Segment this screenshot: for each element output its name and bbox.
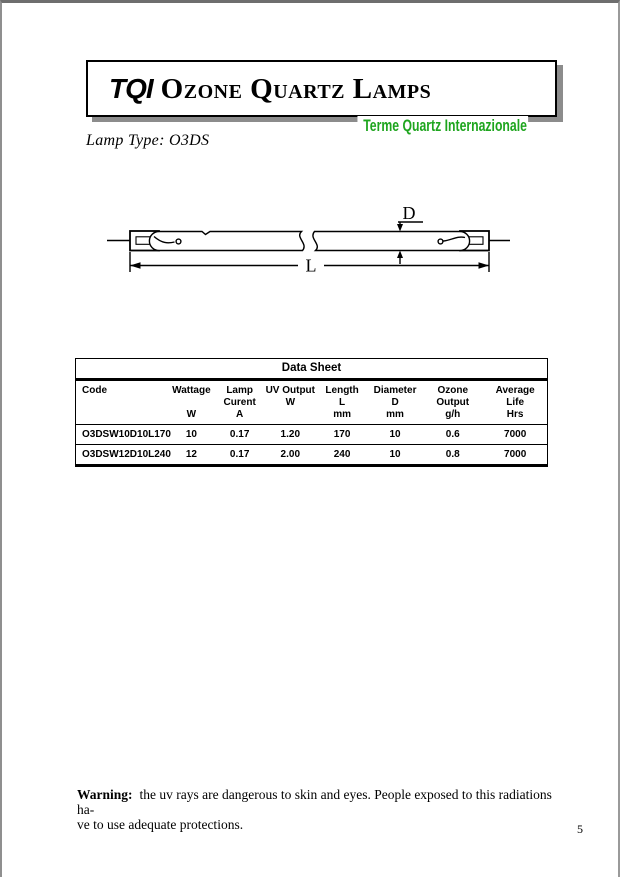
cell-wattage: 12: [185, 449, 197, 460]
warning-line-2: ve to use adequate protections.: [77, 817, 244, 832]
column-header-wattage: Wattage W: [172, 385, 211, 420]
brand-logo: TQI: [109, 73, 153, 104]
cell-code: O3DSW10D10L170: [82, 429, 171, 440]
table-row: [76, 425, 547, 444]
cell-diameter: 10: [389, 449, 401, 460]
cell-average-life: 7000: [504, 429, 527, 440]
cell-length: 240: [333, 449, 351, 460]
lamp-type-label: Lamp Type: O3DS: [86, 132, 210, 149]
cell-uv-output: 1.20: [280, 429, 301, 440]
column-header-lamp-current: Lamp Curent A: [223, 385, 256, 420]
datasheet-table: [75, 358, 548, 467]
page-number: 5: [577, 822, 583, 836]
cell-diameter: 10: [389, 429, 401, 440]
tube-left-segment: [149, 232, 304, 251]
cell-code: O3DSW12D10L240: [82, 449, 171, 460]
warning-text: [77, 787, 559, 832]
datasheet-header-row: [76, 381, 547, 425]
lamp-diagram: [92, 188, 532, 298]
length-label: L: [305, 255, 317, 276]
company-subtitle: Terme Quartz Internazionale: [357, 116, 528, 138]
header-box: [86, 60, 557, 117]
diameter-label: D: [402, 203, 416, 223]
cell-length: 170: [333, 429, 351, 440]
column-header-code: Code: [82, 385, 107, 396]
cell-ozone-output: 0.8: [445, 449, 460, 460]
warning-label: Warning:: [77, 787, 133, 802]
column-header-uv-output: UV Output W: [265, 385, 315, 408]
datasheet-title: Data Sheet: [76, 359, 547, 381]
cell-uv-output: 2.00: [280, 449, 301, 460]
warning-line-1: the uv rays are dangerous to skin and eyes. People exposed to this radiations ha-: [77, 787, 552, 817]
cell-wattage: 10: [185, 429, 197, 440]
column-header-average-life: Average Life Hrs: [495, 385, 535, 420]
table-row: [76, 444, 547, 464]
cell-lamp-current: 0.17: [229, 429, 250, 440]
cell-average-life: 7000: [504, 449, 527, 460]
column-header-diameter: Diameter D mm: [373, 385, 417, 420]
page-title: Ozone Quartz Lamps: [160, 73, 432, 105]
column-header-ozone-output: Ozone Output g/h: [436, 385, 470, 420]
length-dimension: [130, 252, 489, 276]
cell-lamp-current: 0.17: [229, 449, 250, 460]
cell-ozone-output: 0.6: [445, 429, 460, 440]
column-header-length: Length L mm: [325, 385, 359, 420]
